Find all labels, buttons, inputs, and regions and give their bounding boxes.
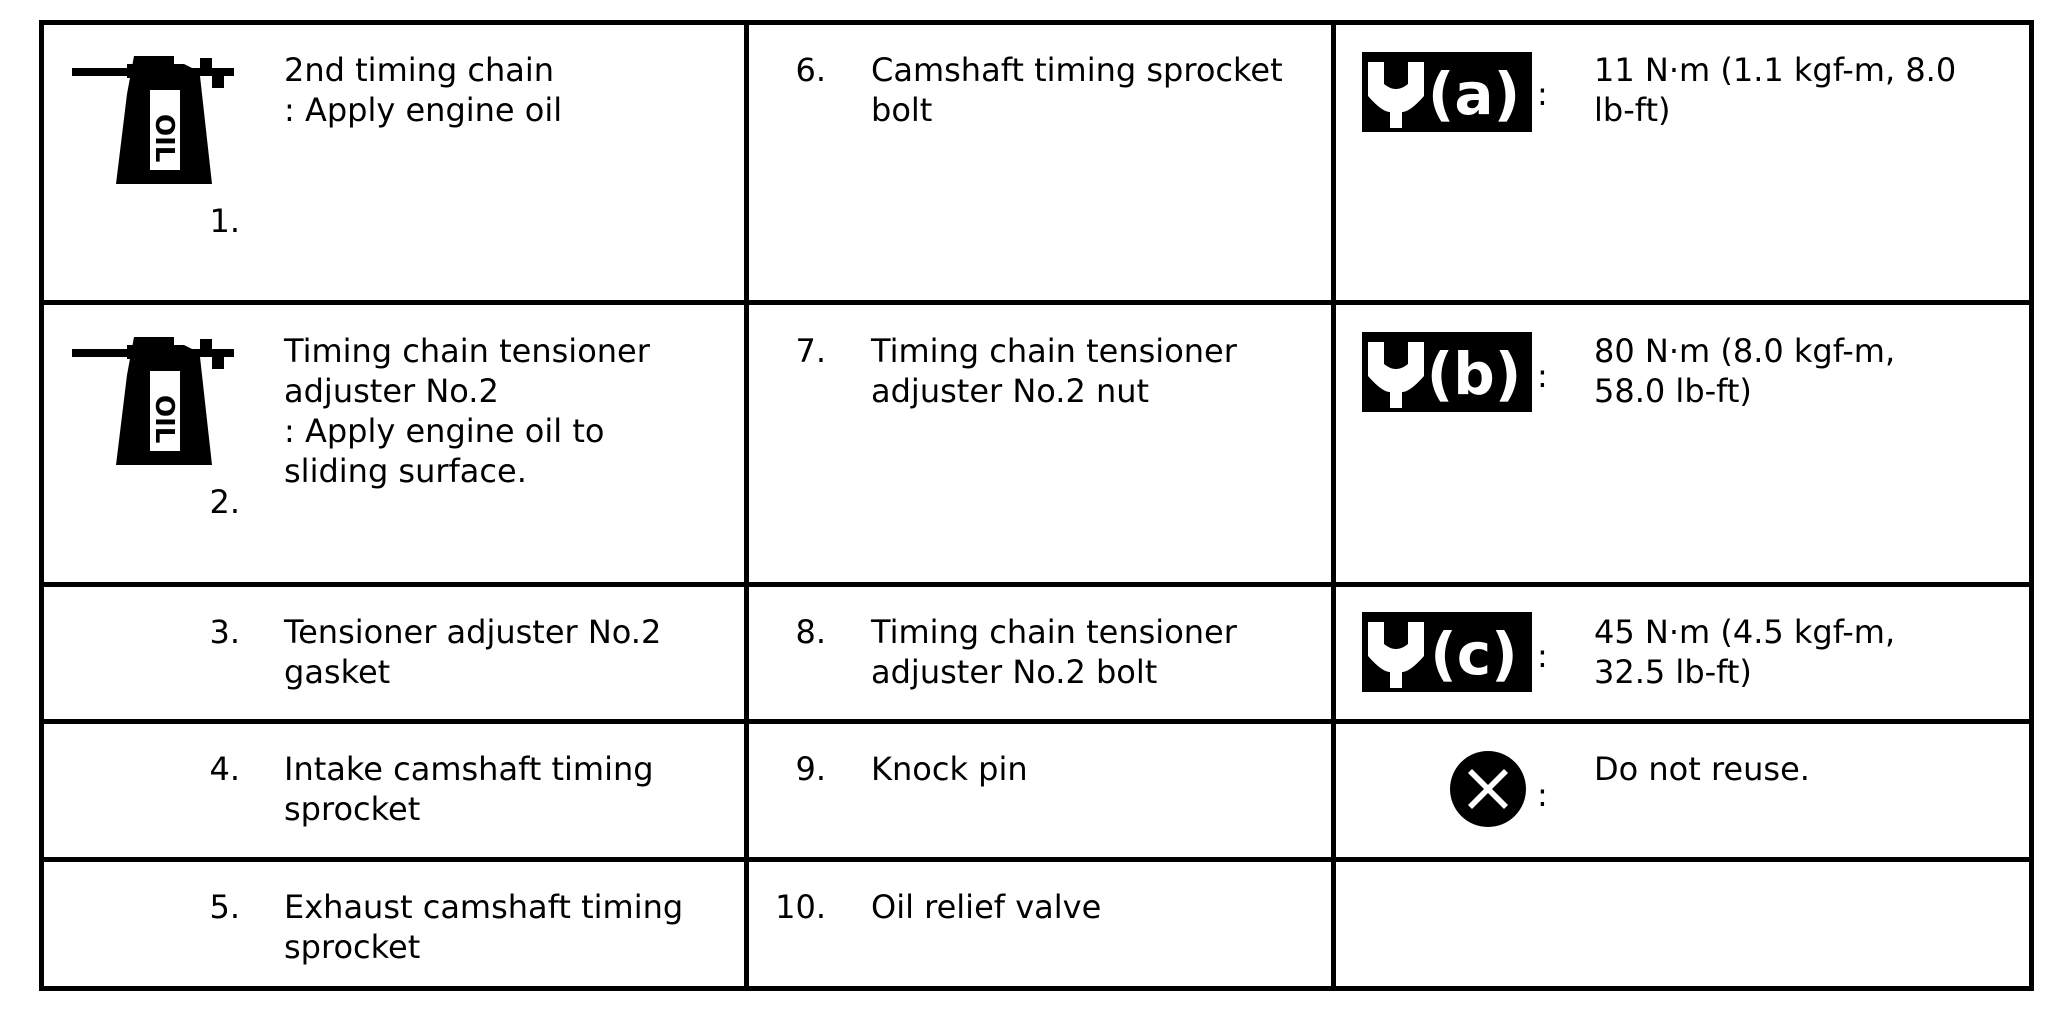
item-number: 5. <box>209 888 240 926</box>
torque-letter: (a) <box>1427 60 1521 128</box>
oil-can-icon <box>72 335 242 471</box>
symbol-colon: : <box>1537 75 1548 113</box>
item-label: Timing chain tensioner adjuster No.2 bolt <box>871 613 1237 691</box>
row-divider <box>39 857 2034 862</box>
torque-spec: 45 N·m (4.5 kgf-m, 32.5 lb-ft) <box>1594 613 1896 691</box>
symbol-colon: : <box>1537 357 1548 395</box>
item-label: Timing chain tensioner adjuster No.2 : Apply engine oil to sliding surface. <box>284 332 650 490</box>
do-not-reuse-icon <box>1448 749 1528 833</box>
item-number: 3. <box>209 613 240 651</box>
symbol-colon: : <box>1537 637 1548 675</box>
item-label: Intake camshaft timing sprocket <box>284 750 654 828</box>
torque-wrench-icon <box>1362 52 1532 136</box>
row-divider <box>39 719 2034 724</box>
item-number: 4. <box>209 750 240 788</box>
item-label: Tensioner adjuster No.2 gasket <box>284 613 662 691</box>
item-label: Exhaust camshaft timing sprocket <box>284 888 684 966</box>
oil-can-label: OIL <box>149 395 179 444</box>
item-number: 10. <box>775 888 826 926</box>
row-divider <box>39 582 2034 587</box>
torque-wrench-icon <box>1362 612 1532 696</box>
item-number: 2. <box>209 483 240 521</box>
row-divider <box>39 300 2034 305</box>
item-label: Knock pin <box>871 750 1028 788</box>
item-number: 6. <box>795 51 826 89</box>
item-number: 9. <box>795 750 826 788</box>
item-label: Timing chain tensioner adjuster No.2 nut <box>871 332 1237 410</box>
item-label: Oil relief valve <box>871 888 1102 926</box>
oil-can-label: OIL <box>149 114 179 163</box>
torque-spec: 80 N·m (8.0 kgf-m, 58.0 lb-ft) <box>1594 332 1896 410</box>
torque-letter: (c) <box>1430 620 1518 688</box>
column-divider <box>744 20 749 991</box>
symbol-colon: : <box>1537 776 1548 814</box>
column-divider <box>1331 20 1336 991</box>
item-number: 1. <box>209 202 240 240</box>
symbol-meaning: Do not reuse. <box>1594 750 1810 788</box>
oil-can-icon <box>72 54 242 190</box>
torque-wrench-icon <box>1362 332 1532 416</box>
torque-spec: 11 N·m (1.1 kgf-m, 8.0 lb-ft) <box>1594 51 1957 129</box>
item-label: Camshaft timing sprocket bolt <box>871 51 1283 129</box>
item-label: 2nd timing chain : Apply engine oil <box>284 51 563 129</box>
item-number: 8. <box>795 613 826 651</box>
torque-letter: (b) <box>1426 340 1522 408</box>
table-frame <box>39 20 2034 991</box>
item-number: 7. <box>795 332 826 370</box>
